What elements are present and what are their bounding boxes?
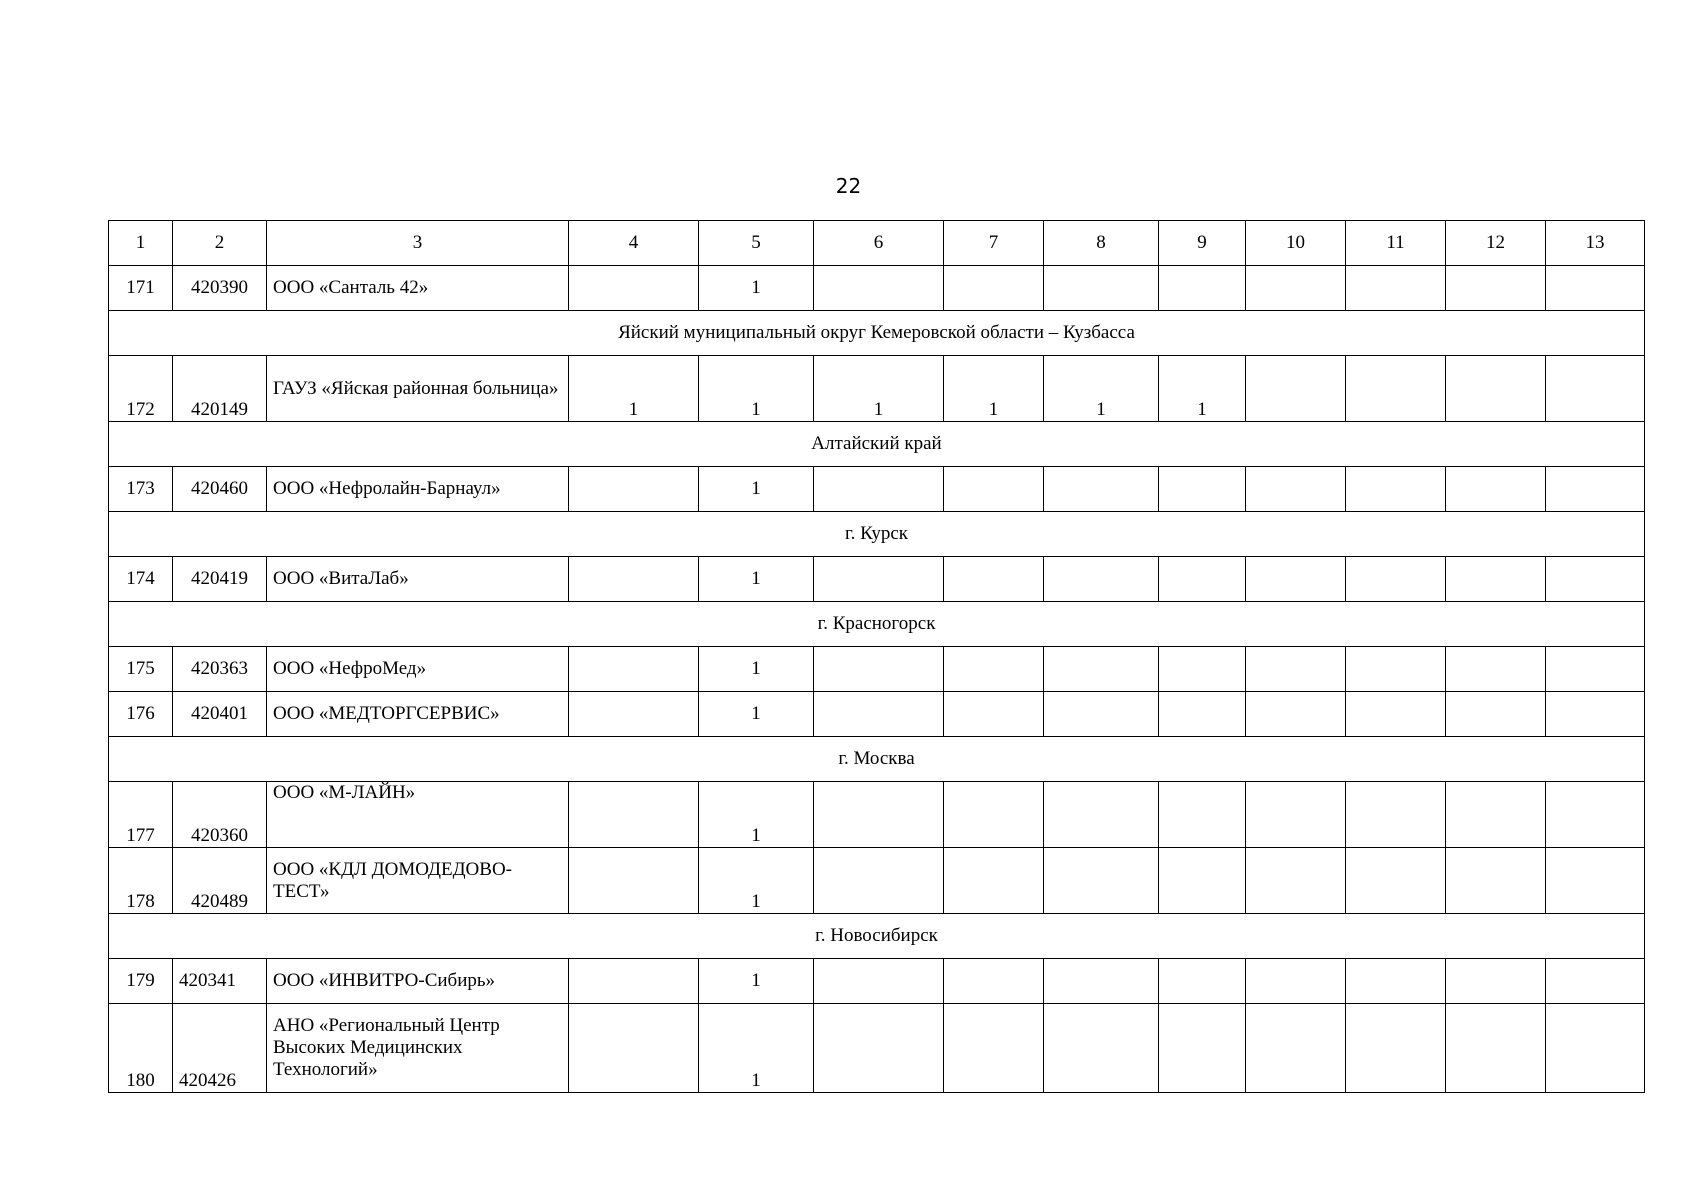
cell-6 bbox=[814, 557, 944, 602]
cell-9 bbox=[1159, 848, 1246, 914]
row-name: ООО «НефроМед» bbox=[267, 647, 569, 692]
row-code: 420426 bbox=[173, 1004, 267, 1093]
cell-11 bbox=[1346, 647, 1446, 692]
row-name: ООО «М-ЛАЙН» bbox=[267, 782, 569, 848]
cell-8 bbox=[1044, 647, 1159, 692]
cell-9 bbox=[1159, 647, 1246, 692]
cell-8 bbox=[1044, 959, 1159, 1004]
header-cell: 7 bbox=[944, 221, 1044, 266]
cell-12 bbox=[1446, 467, 1546, 512]
region-row bbox=[109, 422, 1645, 467]
region-row bbox=[109, 602, 1645, 647]
cell-10 bbox=[1246, 692, 1346, 737]
cell-4: 1 bbox=[569, 356, 699, 422]
cell-4 bbox=[569, 266, 699, 311]
cell-13 bbox=[1546, 848, 1645, 914]
cell-9 bbox=[1159, 782, 1246, 848]
cell-7 bbox=[944, 557, 1044, 602]
table-row bbox=[109, 647, 1645, 692]
cell-12 bbox=[1446, 557, 1546, 602]
row-code: 420489 bbox=[173, 848, 267, 914]
cell-13 bbox=[1546, 782, 1645, 848]
row-name: АНО «Региональный Центр Высоких Медицинских Технологий» bbox=[267, 1004, 569, 1093]
cell-12 bbox=[1446, 692, 1546, 737]
cell-6 bbox=[814, 1004, 944, 1093]
row-name: ООО «КДЛ ДОМОДЕДОВО-ТЕСТ» bbox=[267, 848, 569, 914]
cell-7 bbox=[944, 848, 1044, 914]
cell-13 bbox=[1546, 467, 1645, 512]
cell-7 bbox=[944, 959, 1044, 1004]
row-number: 179 bbox=[109, 959, 173, 1004]
cell-8 bbox=[1044, 1004, 1159, 1093]
header-cell: 10 bbox=[1246, 221, 1346, 266]
table-row bbox=[109, 356, 1645, 422]
row-number: 176 bbox=[109, 692, 173, 737]
row-number: 180 bbox=[109, 1004, 173, 1093]
header-cell: 2 bbox=[173, 221, 267, 266]
cell-9 bbox=[1159, 1004, 1246, 1093]
row-number: 178 bbox=[109, 848, 173, 914]
cell-13 bbox=[1546, 266, 1645, 311]
table-row bbox=[109, 959, 1645, 1004]
region-label: г. Новосибирск bbox=[109, 914, 1645, 959]
row-code: 420401 bbox=[173, 692, 267, 737]
cell-11 bbox=[1346, 959, 1446, 1004]
cell-12 bbox=[1446, 1004, 1546, 1093]
row-code: 420341 bbox=[173, 959, 267, 1004]
cell-4 bbox=[569, 647, 699, 692]
cell-12 bbox=[1446, 266, 1546, 311]
cell-5: 1 bbox=[699, 782, 814, 848]
table-row bbox=[109, 557, 1645, 602]
row-code: 420390 bbox=[173, 266, 267, 311]
cell-4 bbox=[569, 692, 699, 737]
cell-9 bbox=[1159, 467, 1246, 512]
cell-5: 1 bbox=[699, 557, 814, 602]
cell-6 bbox=[814, 692, 944, 737]
row-code: 420363 bbox=[173, 647, 267, 692]
cell-12 bbox=[1446, 959, 1546, 1004]
cell-6 bbox=[814, 959, 944, 1004]
cell-8 bbox=[1044, 557, 1159, 602]
cell-10 bbox=[1246, 647, 1346, 692]
cell-9 bbox=[1159, 959, 1246, 1004]
cell-11 bbox=[1346, 848, 1446, 914]
cell-13 bbox=[1546, 647, 1645, 692]
table-row bbox=[109, 266, 1645, 311]
region-label: Алтайский край bbox=[109, 422, 1645, 467]
cell-5: 1 bbox=[699, 266, 814, 311]
header-cell: 13 bbox=[1546, 221, 1645, 266]
cell-4 bbox=[569, 782, 699, 848]
header-cell: 9 bbox=[1159, 221, 1246, 266]
cell-11 bbox=[1346, 1004, 1446, 1093]
cell-7 bbox=[944, 782, 1044, 848]
row-name: ООО «МЕДТОРГСЕРВИС» bbox=[267, 692, 569, 737]
cell-12 bbox=[1446, 647, 1546, 692]
row-number: 177 bbox=[109, 782, 173, 848]
table-row bbox=[109, 848, 1645, 914]
table-row bbox=[109, 692, 1645, 737]
cell-5: 1 bbox=[699, 692, 814, 737]
region-label: Яйский муниципальный округ Кемеровской области – Кузбасса bbox=[109, 311, 1645, 356]
cell-8 bbox=[1044, 782, 1159, 848]
table-row bbox=[109, 467, 1645, 512]
cell-6 bbox=[814, 782, 944, 848]
cell-6: 1 bbox=[814, 356, 944, 422]
cell-7 bbox=[944, 692, 1044, 737]
cell-5: 1 bbox=[699, 959, 814, 1004]
cell-11 bbox=[1346, 692, 1446, 737]
cell-5: 1 bbox=[699, 356, 814, 422]
cell-10 bbox=[1246, 1004, 1346, 1093]
header-cell: 5 bbox=[699, 221, 814, 266]
row-number: 171 bbox=[109, 266, 173, 311]
row-number: 174 bbox=[109, 557, 173, 602]
cell-4 bbox=[569, 848, 699, 914]
cell-11 bbox=[1346, 266, 1446, 311]
cell-6 bbox=[814, 266, 944, 311]
header-cell: 1 bbox=[109, 221, 173, 266]
cell-6 bbox=[814, 467, 944, 512]
cell-9 bbox=[1159, 692, 1246, 737]
cell-9 bbox=[1159, 266, 1246, 311]
region-row bbox=[109, 512, 1645, 557]
table-row bbox=[109, 782, 1645, 848]
cell-6 bbox=[814, 647, 944, 692]
header-cell: 6 bbox=[814, 221, 944, 266]
cell-10 bbox=[1246, 467, 1346, 512]
cell-13 bbox=[1546, 1004, 1645, 1093]
row-code: 420149 bbox=[173, 356, 267, 422]
cell-13 bbox=[1546, 557, 1645, 602]
row-name: ГАУЗ «Яйская районная больница» bbox=[267, 356, 569, 422]
cell-6 bbox=[814, 848, 944, 914]
header-cell: 8 bbox=[1044, 221, 1159, 266]
cell-5: 1 bbox=[699, 1004, 814, 1093]
cell-10 bbox=[1246, 959, 1346, 1004]
cell-7 bbox=[944, 467, 1044, 512]
row-name: ООО «ИНВИТРО-Сибирь» bbox=[267, 959, 569, 1004]
cell-8 bbox=[1044, 266, 1159, 311]
row-name: ООО «ВитаЛаб» bbox=[267, 557, 569, 602]
cell-11 bbox=[1346, 467, 1446, 512]
cell-10 bbox=[1246, 266, 1346, 311]
cell-5: 1 bbox=[699, 467, 814, 512]
cell-13 bbox=[1546, 692, 1645, 737]
header-cell: 3 bbox=[267, 221, 569, 266]
row-code: 420419 bbox=[173, 557, 267, 602]
region-row bbox=[109, 737, 1645, 782]
cell-13 bbox=[1546, 959, 1645, 1004]
region-row bbox=[109, 914, 1645, 959]
region-label: г. Курск bbox=[109, 512, 1645, 557]
row-name: ООО «Санталь 42» bbox=[267, 266, 569, 311]
table-row bbox=[109, 1004, 1645, 1093]
cell-4 bbox=[569, 467, 699, 512]
page-number: 22 bbox=[835, 174, 862, 198]
cell-11 bbox=[1346, 557, 1446, 602]
cell-9 bbox=[1159, 557, 1246, 602]
cell-7 bbox=[944, 1004, 1044, 1093]
cell-12 bbox=[1446, 848, 1546, 914]
region-label: г. Красногорск bbox=[109, 602, 1645, 647]
row-number: 175 bbox=[109, 647, 173, 692]
cell-4 bbox=[569, 959, 699, 1004]
cell-10 bbox=[1246, 356, 1346, 422]
cell-9: 1 bbox=[1159, 356, 1246, 422]
row-code: 420460 bbox=[173, 467, 267, 512]
cell-10 bbox=[1246, 557, 1346, 602]
cell-7 bbox=[944, 266, 1044, 311]
cell-5: 1 bbox=[699, 647, 814, 692]
data-table bbox=[108, 220, 1645, 1093]
row-number: 173 bbox=[109, 467, 173, 512]
header-cell: 11 bbox=[1346, 221, 1446, 266]
cell-12 bbox=[1446, 356, 1546, 422]
cell-5: 1 bbox=[699, 848, 814, 914]
cell-7: 1 bbox=[944, 356, 1044, 422]
cell-8 bbox=[1044, 467, 1159, 512]
header-cell: 4 bbox=[569, 221, 699, 266]
cell-10 bbox=[1246, 782, 1346, 848]
region-row bbox=[109, 311, 1645, 356]
cell-13 bbox=[1546, 356, 1645, 422]
cell-10 bbox=[1246, 848, 1346, 914]
row-number: 172 bbox=[109, 356, 173, 422]
cell-4 bbox=[569, 557, 699, 602]
cell-12 bbox=[1446, 782, 1546, 848]
row-name: ООО «Нефролайн-Барнаул» bbox=[267, 467, 569, 512]
cell-11 bbox=[1346, 356, 1446, 422]
row-code: 420360 bbox=[173, 782, 267, 848]
cell-7 bbox=[944, 647, 1044, 692]
header-cell: 12 bbox=[1446, 221, 1546, 266]
cell-4 bbox=[569, 1004, 699, 1093]
cell-8 bbox=[1044, 848, 1159, 914]
cell-8: 1 bbox=[1044, 356, 1159, 422]
cell-8 bbox=[1044, 692, 1159, 737]
cell-11 bbox=[1346, 782, 1446, 848]
header-row bbox=[109, 221, 1645, 266]
region-label: г. Москва bbox=[109, 737, 1645, 782]
